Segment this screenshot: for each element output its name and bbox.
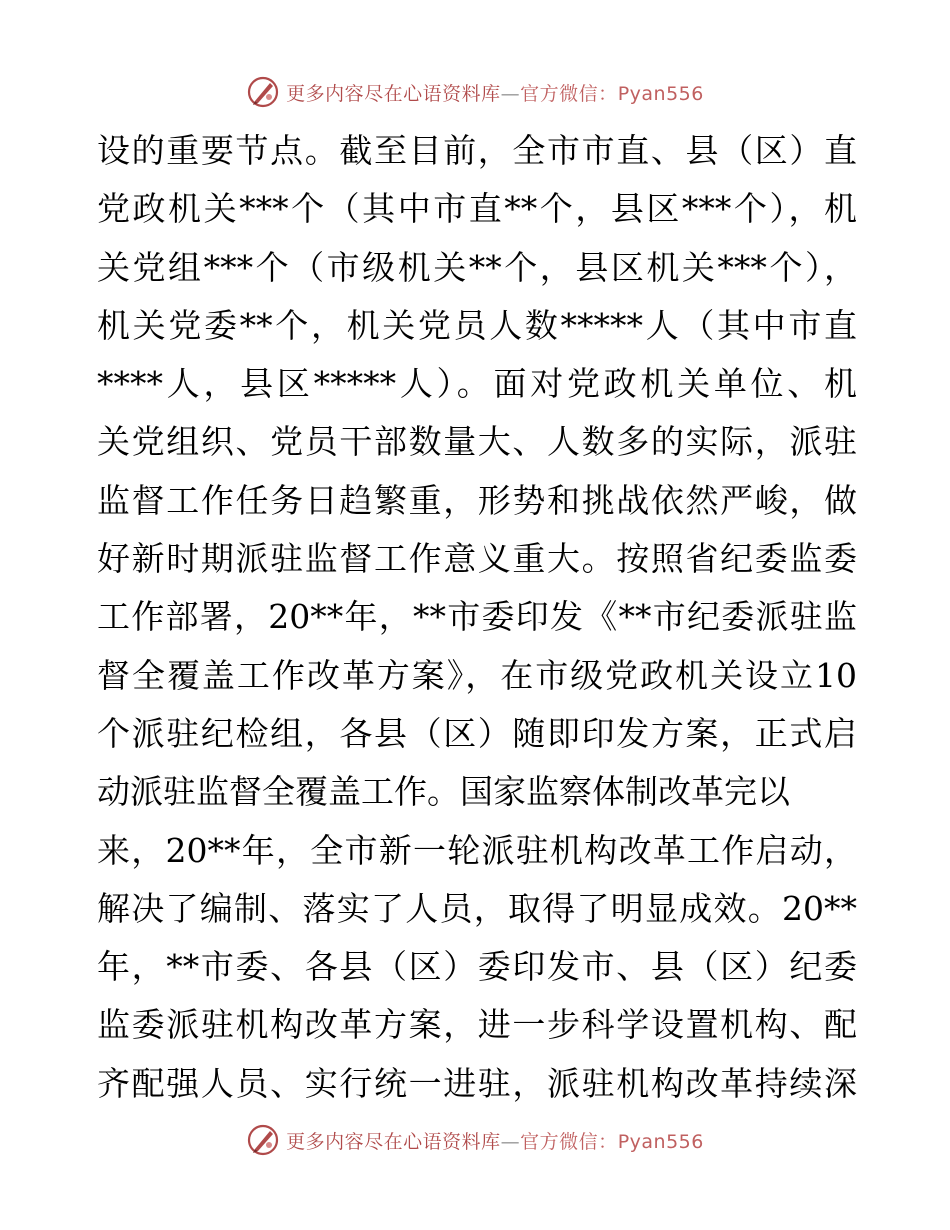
header-account: Pyan556 [617,82,704,105]
body-line: 督全覆盖工作改革方案》，在市级党政机关设立10 [97,655,857,695]
footer-account: Pyan556 [617,1130,704,1153]
body-line: 设的重要节点。截至目前，全市市直、县（区）直 [97,131,857,170]
footer-brand-text: 更多内容尽在心语资料库 [286,1130,501,1153]
quill-pen-circle-icon [246,1123,280,1157]
body-line: 机关党委**个，机关党员人数*****人（其中市直 [97,305,857,345]
body-line: 个派驻纪检组，各县（区）随即印发方案，正式启 [97,713,857,753]
body-line: 解决了编制、落实了人员，取得了明显成效。20** [97,888,857,928]
header-wechat-label: 官方微信： [520,82,618,105]
header-banner [0,72,950,112]
body-line: 工作部署，20**年，**市委印发《**市纪委派驻监 [97,597,857,637]
body-line: ****人，县区*****人）。面对党政机关单位、机 [97,364,857,404]
body-line: 关党组***个（市级机关**个，县区机关***个）， [97,247,857,287]
body-line: 关党组织、党员干部数量大、人数多的实际，派驻 [97,422,857,462]
body-line: 齐配强人员、实行统一进驻，派驻机构改革持续深 [97,1063,857,1103]
header-banner-text [286,79,704,106]
body-line: 动派驻监督全覆盖工作。国家监察体制改革完以 [97,772,790,812]
document-body [97,122,857,1113]
header-brand-text: 更多内容尽在心语资料库 [286,82,501,105]
body-line: 监委派驻机构改革方案，进一步科学设置机构、配 [97,1005,857,1045]
body-line: 监督工作任务日趋繁重，形势和挑战依然严峻，做 [97,480,857,520]
footer-wechat-label: 官方微信： [520,1130,618,1153]
quill-pen-circle-icon [246,75,280,109]
body-line: 党政机关***个（其中市直**个，县区***个），机 [97,189,857,229]
footer-banner-text [286,1127,704,1154]
footer-separator: — [500,1130,521,1153]
header-separator: — [500,82,521,105]
body-line: 好新时期派驻监督工作意义重大。按照省纪委监委 [97,539,857,579]
body-line: 来，20**年，全市新一轮派驻机构改革工作启动， [97,830,857,870]
body-line: 年，**市委、各县（区）委印发市、县（区）纪委 [97,947,857,987]
footer-banner [0,1120,950,1160]
